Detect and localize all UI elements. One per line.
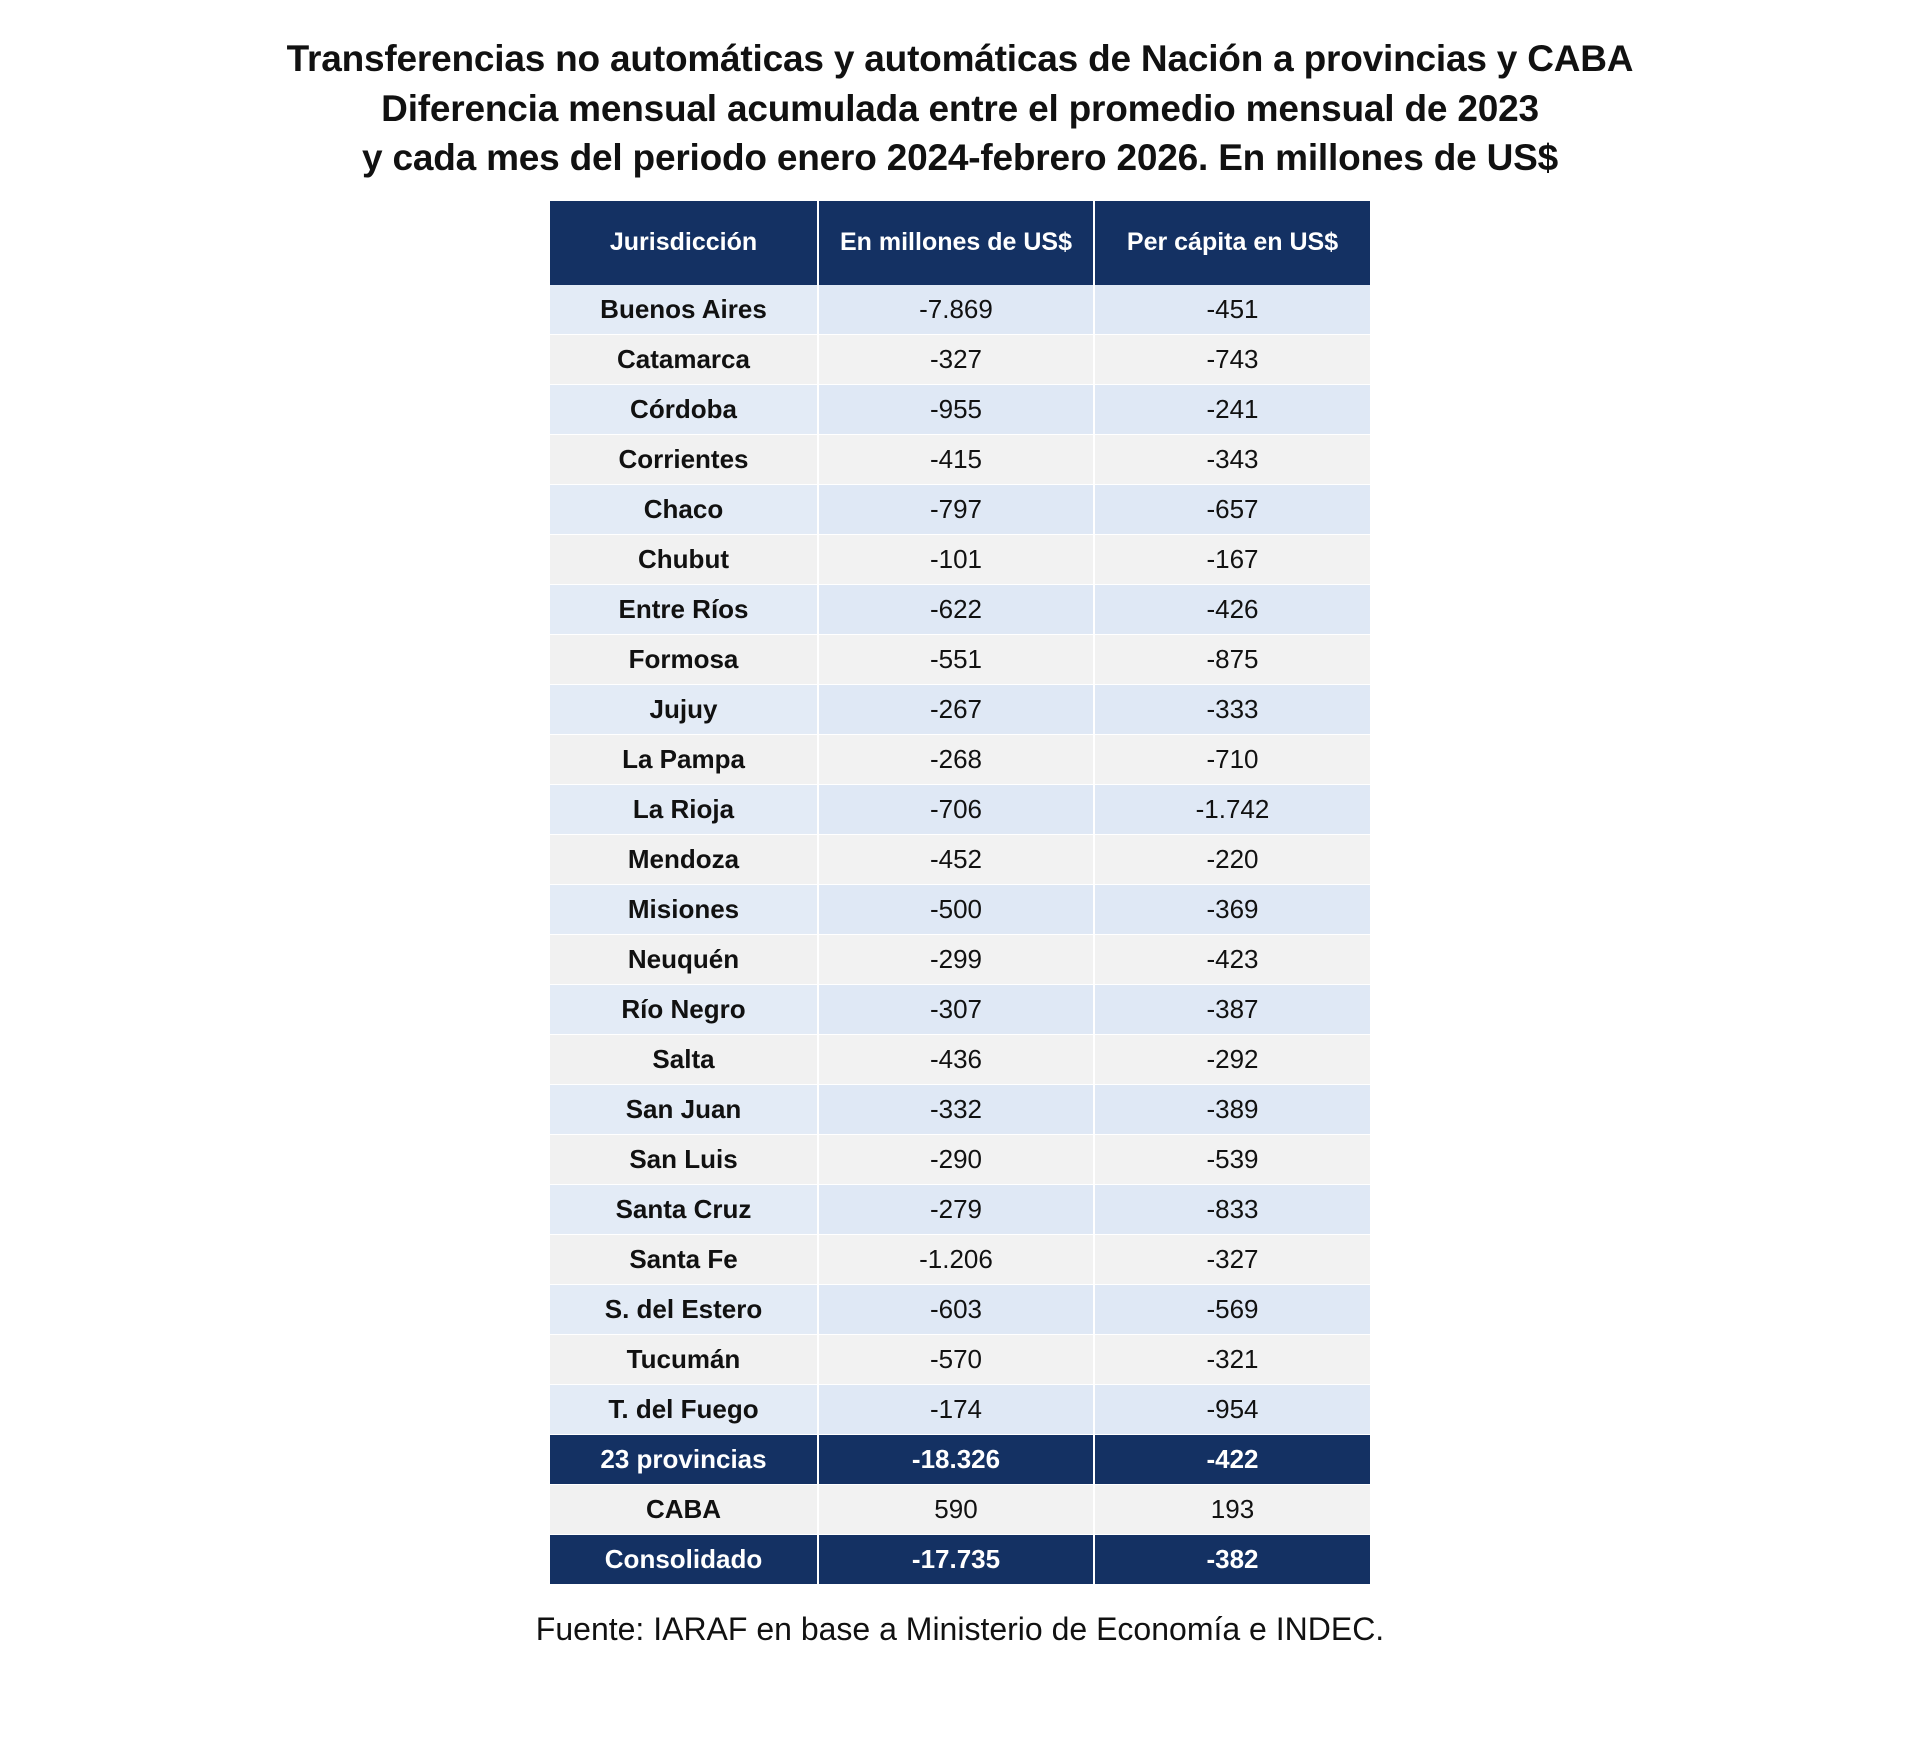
table-total-row <box>550 1484 1370 1534</box>
table-row <box>550 1134 1370 1184</box>
title-line-1: Transferencias no automáticas y automáticas de Nación a provincias y CABA <box>286 38 1634 79</box>
cell-percapita: -369 <box>1094 884 1370 934</box>
table-total-row <box>550 1434 1370 1484</box>
table-row <box>550 384 1370 434</box>
cell-millones: -551 <box>818 634 1094 684</box>
cell-jurisdiction: Córdoba <box>550 384 818 434</box>
cell-millones: -268 <box>818 734 1094 784</box>
cell-jurisdiction: T. del Fuego <box>550 1384 818 1434</box>
cell-total-millones: -17.735 <box>818 1534 1094 1584</box>
cell-millones: -327 <box>818 334 1094 384</box>
cell-jurisdiction: La Pampa <box>550 734 818 784</box>
cell-jurisdiction: S. del Estero <box>550 1284 818 1334</box>
cell-percapita: -743 <box>1094 334 1370 384</box>
cell-total-percapita: 193 <box>1094 1484 1370 1534</box>
cell-millones: -332 <box>818 1084 1094 1134</box>
cell-jurisdiction: Buenos Aires <box>550 285 818 335</box>
cell-total-label: 23 provincias <box>550 1434 818 1484</box>
table-row <box>550 334 1370 384</box>
cell-total-millones: 590 <box>818 1484 1094 1534</box>
cell-millones: -452 <box>818 834 1094 884</box>
cell-percapita: -343 <box>1094 434 1370 484</box>
cell-total-percapita: -382 <box>1094 1534 1370 1584</box>
table-header <box>550 201 1370 285</box>
cell-jurisdiction: Salta <box>550 1034 818 1084</box>
cell-jurisdiction: La Rioja <box>550 784 818 834</box>
table-total-row <box>550 1534 1370 1584</box>
cell-percapita: -657 <box>1094 484 1370 534</box>
cell-millones: -7.869 <box>818 285 1094 335</box>
table-row <box>550 984 1370 1034</box>
cell-millones: -436 <box>818 1034 1094 1084</box>
table-row <box>550 634 1370 684</box>
cell-jurisdiction: Chubut <box>550 534 818 584</box>
table-row <box>550 834 1370 884</box>
cell-jurisdiction: Tucumán <box>550 1334 818 1384</box>
page-title <box>287 34 1634 183</box>
cell-percapita: -387 <box>1094 984 1370 1034</box>
cell-percapita: -327 <box>1094 1234 1370 1284</box>
table-row <box>550 434 1370 484</box>
column-header-percapita: Per cápita en US$ <box>1094 201 1370 285</box>
cell-percapita: -167 <box>1094 534 1370 584</box>
cell-jurisdiction: San Juan <box>550 1084 818 1134</box>
cell-total-millones: -18.326 <box>818 1434 1094 1484</box>
table-container <box>550 201 1370 1585</box>
cell-millones: -174 <box>818 1384 1094 1434</box>
cell-percapita: -423 <box>1094 934 1370 984</box>
cell-percapita: -220 <box>1094 834 1370 884</box>
cell-percapita: -292 <box>1094 1034 1370 1084</box>
cell-percapita: -451 <box>1094 285 1370 335</box>
cell-millones: -622 <box>818 584 1094 634</box>
table-row <box>550 1084 1370 1134</box>
table-row <box>550 934 1370 984</box>
column-header-millones: En millones de US$ <box>818 201 1094 285</box>
cell-millones: -415 <box>818 434 1094 484</box>
table-row <box>550 584 1370 634</box>
table-row <box>550 1384 1370 1434</box>
table-row <box>550 684 1370 734</box>
cell-millones: -307 <box>818 984 1094 1034</box>
cell-jurisdiction: Chaco <box>550 484 818 534</box>
table-row <box>550 1184 1370 1234</box>
cell-percapita: -333 <box>1094 684 1370 734</box>
cell-millones: -797 <box>818 484 1094 534</box>
cell-jurisdiction: San Luis <box>550 1134 818 1184</box>
cell-millones: -955 <box>818 384 1094 434</box>
cell-total-label: CABA <box>550 1484 818 1534</box>
cell-jurisdiction: Jujuy <box>550 684 818 734</box>
table-body <box>550 285 1370 1585</box>
title-line-2: Diferencia mensual acumulada entre el promedio mensual de 2023 <box>381 87 1539 129</box>
cell-total-percapita: -422 <box>1094 1434 1370 1484</box>
cell-percapita: -1.742 <box>1094 784 1370 834</box>
cell-percapita: -954 <box>1094 1384 1370 1434</box>
cell-percapita: -321 <box>1094 1334 1370 1384</box>
cell-percapita: -389 <box>1094 1084 1370 1134</box>
cell-millones: -290 <box>818 1134 1094 1184</box>
cell-percapita: -875 <box>1094 634 1370 684</box>
table-header-row <box>550 201 1370 285</box>
table-row <box>550 734 1370 784</box>
table-row <box>550 784 1370 834</box>
source-note: Fuente: IARAF en base a Ministerio de Economía e INDEC. <box>535 1610 1385 1647</box>
table-row <box>550 1284 1370 1334</box>
cell-jurisdiction: Río Negro <box>550 984 818 1034</box>
cell-millones: -267 <box>818 684 1094 734</box>
table-row <box>550 285 1370 335</box>
cell-millones: -1.206 <box>818 1234 1094 1284</box>
cell-millones: -101 <box>818 534 1094 584</box>
table-row <box>550 484 1370 534</box>
table-row <box>550 1334 1370 1384</box>
cell-jurisdiction: Corrientes <box>550 434 818 484</box>
cell-percapita: -426 <box>1094 584 1370 634</box>
table-row <box>550 1034 1370 1084</box>
cell-percapita: -710 <box>1094 734 1370 784</box>
cell-millones: -279 <box>818 1184 1094 1234</box>
cell-percapita: -241 <box>1094 384 1370 434</box>
column-header-jurisdiction: Jurisdicción <box>550 201 818 285</box>
cell-jurisdiction: Santa Cruz <box>550 1184 818 1234</box>
table-row <box>550 884 1370 934</box>
cell-jurisdiction: Mendoza <box>550 834 818 884</box>
cell-jurisdiction: Catamarca <box>550 334 818 384</box>
table-row <box>550 1234 1370 1284</box>
cell-millones: -570 <box>818 1334 1094 1384</box>
cell-percapita: -833 <box>1094 1184 1370 1234</box>
cell-jurisdiction: Neuquén <box>550 934 818 984</box>
transfers-table <box>550 201 1370 1585</box>
cell-jurisdiction: Santa Fe <box>550 1234 818 1284</box>
cell-millones: -500 <box>818 884 1094 934</box>
cell-millones: -706 <box>818 784 1094 834</box>
cell-jurisdiction: Entre Ríos <box>550 584 818 634</box>
table-row <box>550 534 1370 584</box>
cell-percapita: -539 <box>1094 1134 1370 1184</box>
cell-jurisdiction: Formosa <box>550 634 818 684</box>
cell-millones: -299 <box>818 934 1094 984</box>
cell-millones: -603 <box>818 1284 1094 1334</box>
cell-jurisdiction: Misiones <box>550 884 818 934</box>
cell-percapita: -569 <box>1094 1284 1370 1334</box>
title-line-3: y cada mes del periodo enero 2024-febrero 2026. En millones de US$ <box>362 137 1558 179</box>
cell-total-label: Consolidado <box>550 1534 818 1584</box>
